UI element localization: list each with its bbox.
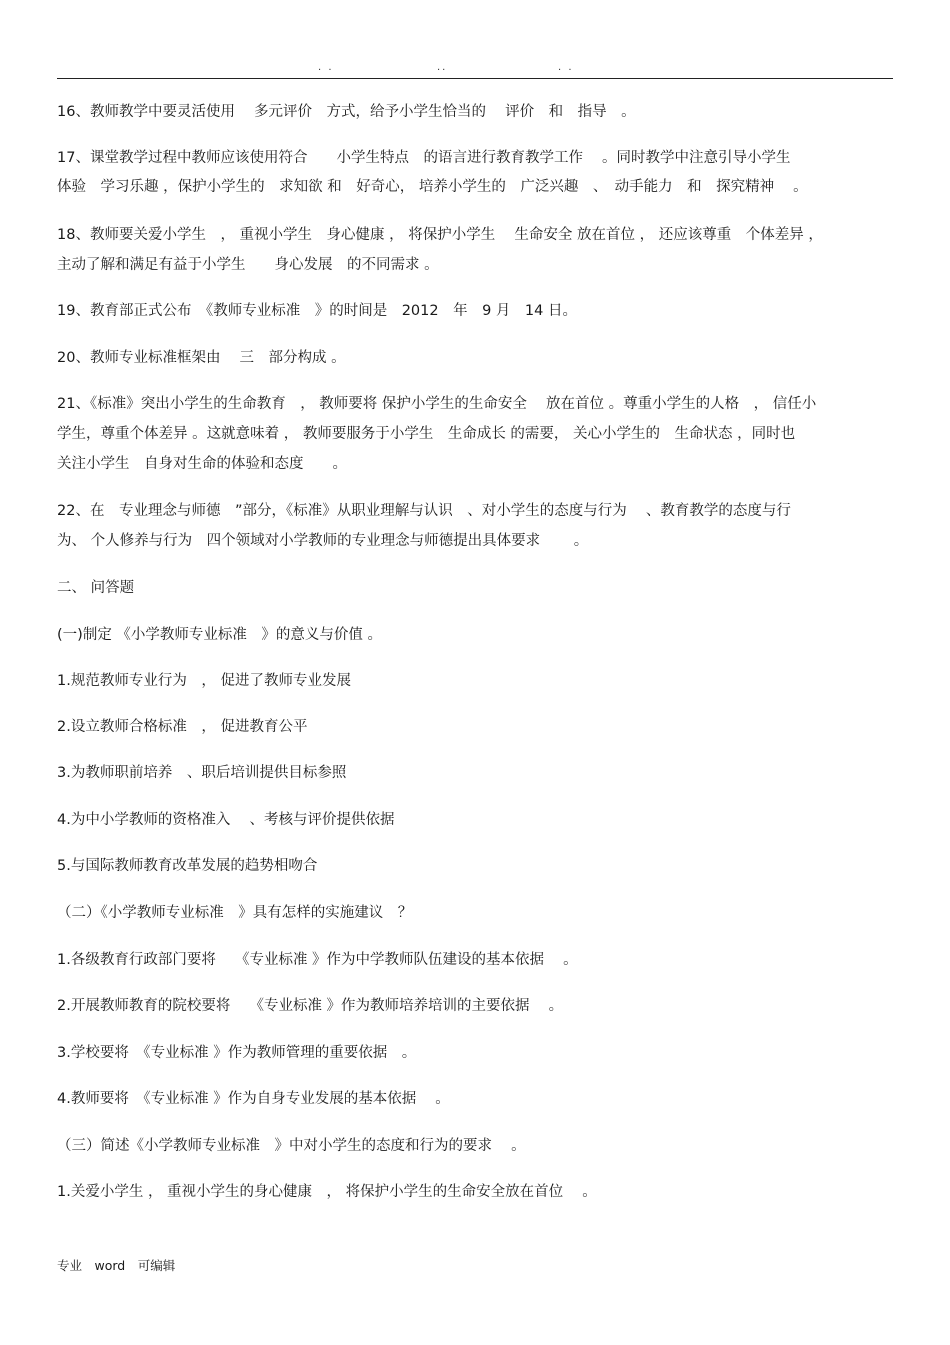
- header-dots-middle: ..: [437, 62, 448, 73]
- question-1-item-4: 4.为中小学教师的资格准入 、考核与评价提供依据: [57, 812, 395, 828]
- question-2-item-3: 3.学校要将 《专业标准 》作为教师管理的重要依据 。: [57, 1045, 417, 1061]
- paragraph-22-line-1: 22、在 专业理念与师德 ”部分，《标准》从职业理解与认识 、对小学生的态度与行为 、教育教学的态度与行: [57, 503, 791, 519]
- question-3-item-1: 1.关爱小学生 ， 重视小学生的身心健康 ， 将保护小学生的生命安全放在首位 。: [57, 1184, 597, 1200]
- paragraph-21-line-1: 21、《标准》突出小学生的生命教育 ， 教师要将 保护小学生的生命安全 放在首位 。尊重小学生的人格 ， 信任小: [57, 396, 817, 412]
- paragraph-16-line-1: 16、教师教学中要灵活使用 多元评价 方式，给予小学生恰当的 评价 和 指导 。: [57, 104, 636, 120]
- header-dots-right: . .: [558, 62, 574, 73]
- question-3-title: （三）简述《小学教师专业标准 》中对小学生的态度和行为的要求 。: [57, 1138, 526, 1154]
- footer-text: 专业 word 可编辑: [57, 1258, 176, 1273]
- paragraph-22-line-2: 为、 个人修养与行为 四个领域对小学教师的专业理念与师德提出具体要求 。: [57, 533, 589, 549]
- question-1-title: (一)制定 《小学教师专业标准 》的意义与价值 。: [57, 627, 383, 643]
- paragraph-19-line-1: 19、教育部正式公布 《教师专业标准 》的时间是 2012 年 9 月 14 日。: [57, 303, 577, 319]
- section-heading: 二、 问答题: [57, 580, 135, 596]
- header-dots-left: . .: [318, 62, 334, 73]
- header-rule: [57, 78, 893, 79]
- paragraph-17-line-2: 体验 学习乐趣 ，保护小学生的 求知欲 和 好奇心， 培养小学生的 广泛兴趣 、 动手能力 和 探究精神 。: [57, 179, 808, 195]
- question-2-title: （二）《小学教师专业标准 》具有怎样的实施建议 ？: [57, 905, 413, 921]
- question-1-item-2: 2.设立教师合格标准 ， 促进教育公平: [57, 719, 308, 735]
- question-1-item-3: 3.为教师职前培养 、职后培训提供目标参照: [57, 765, 347, 781]
- question-2-item-4: 4.教师要将 《专业标准 》作为自身专业发展的基本依据 。: [57, 1091, 450, 1107]
- question-1-item-1: 1.规范教师专业行为 ， 促进了教师专业发展: [57, 673, 351, 689]
- paragraph-17-line-1: 17、课堂教学过程中教师应该使用符合 小学生特点 的语言进行教育教学工作 。同时教学中注意引导小学生: [57, 150, 791, 166]
- paragraph-18-line-1: 18、教师要关爱小学生 ， 重视小学生 身心健康 ， 将保护小学生 生命安全 放在首位 ， 还应该尊重 个体差异 ，: [57, 227, 823, 243]
- question-2-item-1: 1.各级教育行政部门要将 《专业标准 》作为中学教师队伍建设的基本依据 。: [57, 952, 578, 968]
- question-2-item-2: 2.开展教师教育的院校要将 《专业标准 》作为教师培养培训的主要依据 。: [57, 998, 564, 1014]
- question-1-item-5: 5.与国际教师教育改革发展的趋势相吻合: [57, 858, 318, 874]
- paragraph-21-line-2: 学生，尊重个体差异 。这就意味着 ， 教师要服务于小学生 生命成长 的需要， 关心小学生的 生命状态 ，同时也: [57, 426, 796, 442]
- paragraph-21-line-3: 关注小学生 自身对生命的体验和态度 。: [57, 456, 347, 472]
- paragraph-18-line-2: 主动了解和满足有益于小学生 身心发展 的不同需求 。: [57, 257, 439, 273]
- paragraph-20-line-1: 20、教师专业标准框架由 三 部分构成 。: [57, 350, 346, 366]
